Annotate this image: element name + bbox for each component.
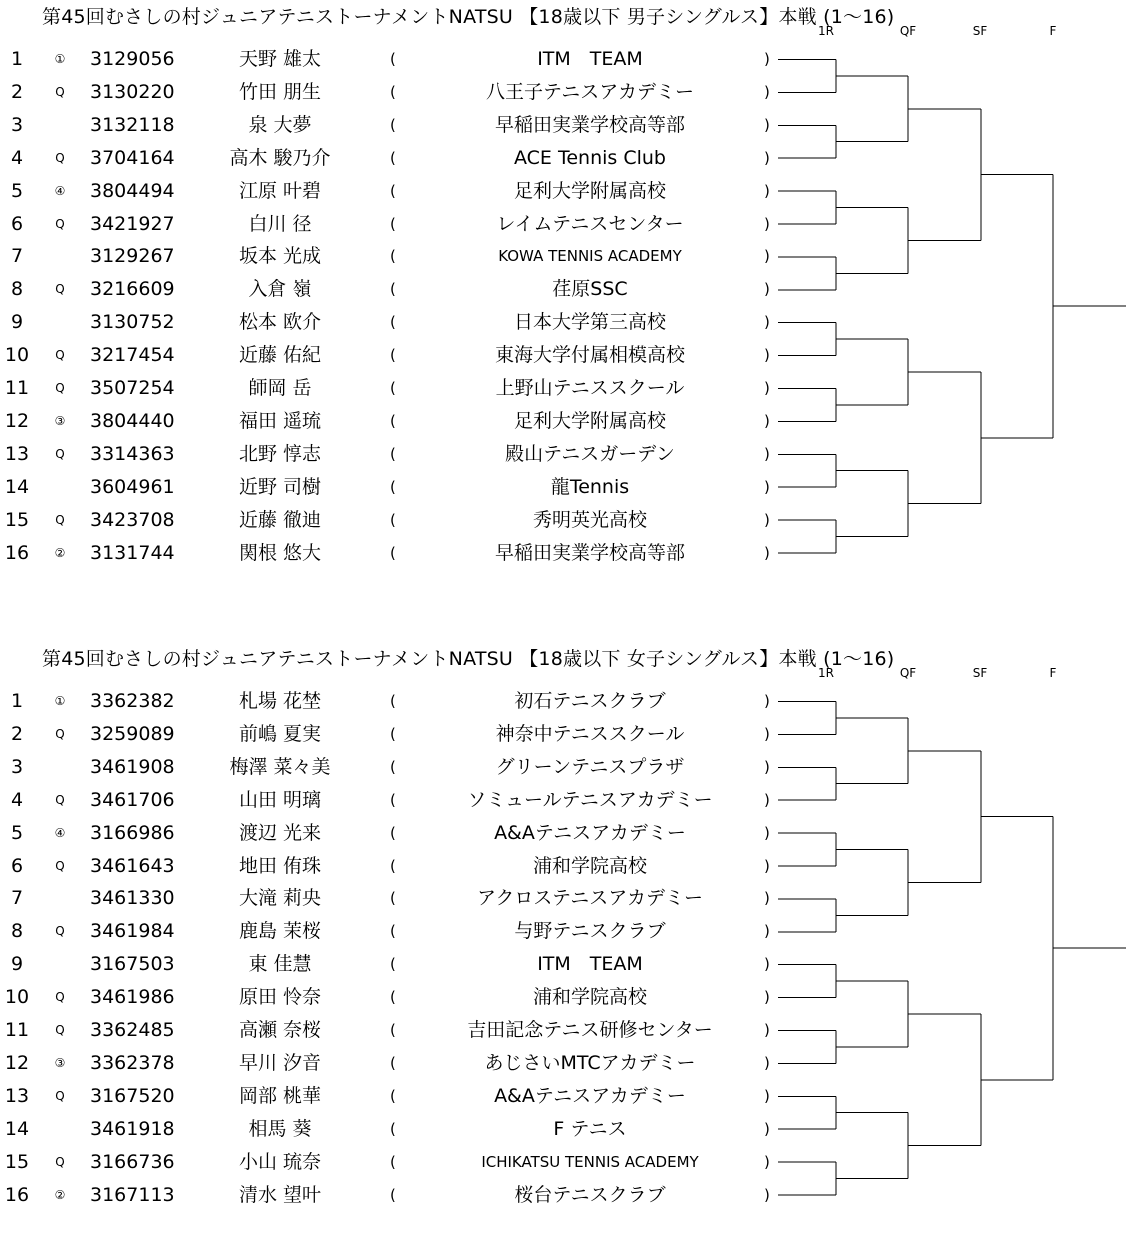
draw-number: 1 <box>10 48 24 70</box>
paren-open: ( <box>390 510 396 529</box>
player-id: 3314363 <box>90 442 175 465</box>
club-name: グリーンテニスプラザ <box>495 755 685 778</box>
seed-mark: Q <box>55 446 65 461</box>
paren-open: ( <box>390 1185 396 1204</box>
club-name: 初石テニスクラブ <box>514 690 666 712</box>
player-name: 北野 惇志 <box>238 442 322 465</box>
paren-close: ) <box>764 692 770 710</box>
paren-close: ) <box>764 313 770 332</box>
draw-number: 14 <box>4 475 30 498</box>
club-name: ソミュールテニスアカデミー <box>467 788 713 811</box>
player-id: 3216609 <box>90 278 175 301</box>
player-name: 入倉 嶺 <box>248 278 312 301</box>
paren-open: ( <box>390 181 396 200</box>
paren-close: ) <box>764 280 770 299</box>
club-name: A&Aテニスアカデミー <box>494 1084 686 1107</box>
paren-close: ) <box>764 510 770 529</box>
player-name: 岡部 桃華 <box>238 1084 322 1107</box>
player-id: 3461984 <box>90 920 175 943</box>
draw-number: 3 <box>10 113 24 136</box>
player-name: 近藤 徹迪 <box>238 508 322 531</box>
seed-mark: Q <box>55 150 65 165</box>
player-id: 3461986 <box>90 986 175 1009</box>
player-name: 高瀬 奈桜 <box>238 1019 322 1041</box>
seed-mark: Q <box>55 726 65 741</box>
seed-mark: ③ <box>54 1055 66 1070</box>
draw-number: 1 <box>10 690 24 712</box>
player-id: 3461330 <box>90 887 175 910</box>
draw-section-boys <box>0 2 1126 592</box>
club-name: 殿山テニスガーデン <box>505 442 675 465</box>
draw-number: 4 <box>10 788 24 811</box>
paren-close: ) <box>764 823 770 842</box>
player-id: 3461918 <box>90 1117 175 1140</box>
seed-mark: Q <box>55 282 65 297</box>
club-name: 龍Tennis <box>550 475 630 498</box>
player-id: 3423708 <box>90 508 175 531</box>
paren-close: ) <box>764 115 770 134</box>
paren-close: ) <box>764 543 770 562</box>
club-name: 上野山テニススクール <box>495 377 685 399</box>
paren-close: ) <box>764 181 770 200</box>
paren-open: ( <box>390 1086 396 1105</box>
round-label-f: F <box>1049 24 1057 38</box>
seed-mark: ④ <box>54 183 66 198</box>
player-name: 地田 侑珠 <box>238 854 322 877</box>
draw-number: 9 <box>10 311 24 334</box>
draw-number: 10 <box>4 986 30 1009</box>
club-name: A&Aテニスアカデミー <box>494 821 686 844</box>
round-label-sf: SF <box>972 24 988 38</box>
player-name: 東 佳慧 <box>248 953 312 976</box>
seed-mark: Q <box>55 84 65 99</box>
seed-mark: Q <box>55 1023 65 1037</box>
paren-open: ( <box>390 379 396 397</box>
paren-close: ) <box>764 1053 770 1072</box>
round-label-1r: 1R <box>818 666 834 680</box>
draw-number: 8 <box>10 920 24 943</box>
player-id: 3461706 <box>90 788 175 811</box>
player-name: 江原 叶碧 <box>238 179 322 202</box>
draw-number: 13 <box>4 442 30 465</box>
club-name: KOWA TENNIS ACADEMY <box>498 247 682 266</box>
player-id: 3130220 <box>90 80 175 103</box>
player-id: 3129267 <box>90 245 175 268</box>
paren-close: ) <box>764 790 770 809</box>
draw-number: 14 <box>4 1117 30 1140</box>
paren-close: ) <box>764 411 770 430</box>
player-name: 師岡 岳 <box>248 377 312 399</box>
player-name: 梅澤 菜々美 <box>229 755 331 778</box>
player-name: 札場 花埜 <box>238 690 322 712</box>
paren-open: ( <box>390 1119 396 1138</box>
paren-open: ( <box>390 856 396 875</box>
player-id: 3421927 <box>90 212 175 235</box>
club-name: 足利大学附属高校 <box>513 179 666 202</box>
player-name: 近野 司樹 <box>238 475 322 498</box>
club-name: 桜台テニスクラブ <box>514 1183 666 1206</box>
player-id: 3461643 <box>90 854 175 877</box>
draw-number: 6 <box>10 854 24 877</box>
player-name: 松本 欧介 <box>238 311 322 334</box>
draw-number: 16 <box>4 541 30 564</box>
paren-close: ) <box>764 82 770 101</box>
seed-mark: Q <box>55 858 65 873</box>
paren-open: ( <box>390 1152 396 1171</box>
draw-number: 7 <box>10 245 24 268</box>
draw-title: 第45回むさしの村ジュニアテニストーナメントNATSU 【18歳以下 女子シングルス】本戦 (1〜16) <box>42 648 895 670</box>
seed-mark: Q <box>55 990 65 1005</box>
paren-close: ) <box>764 214 770 233</box>
player-name: 相馬 葵 <box>248 1117 312 1140</box>
player-name: 前嶋 夏実 <box>238 722 322 745</box>
paren-close: ) <box>764 50 770 68</box>
club-name: 秀明英光高校 <box>532 508 647 531</box>
paren-open: ( <box>390 444 396 463</box>
paren-open: ( <box>390 214 396 233</box>
paren-close: ) <box>764 955 770 974</box>
club-name: 与野テニスクラブ <box>514 920 666 943</box>
paren-open: ( <box>390 50 396 68</box>
draw-number: 13 <box>4 1084 30 1107</box>
player-name: 渡辺 光来 <box>238 821 322 844</box>
club-name: 吉田記念テニス研修センター <box>467 1019 713 1041</box>
paren-open: ( <box>390 247 396 266</box>
player-name: 山田 明璃 <box>238 788 322 811</box>
player-id: 3167113 <box>90 1183 175 1206</box>
player-id: 3131744 <box>90 541 175 564</box>
paren-close: ) <box>764 379 770 397</box>
paren-close: ) <box>764 724 770 743</box>
draw-number: 2 <box>10 722 24 745</box>
club-name: 八王子テニスアカデミー <box>485 80 695 103</box>
draw-number: 5 <box>10 179 24 202</box>
paren-close: ) <box>764 1021 770 1039</box>
seed-mark: Q <box>55 1088 65 1103</box>
paren-close: ) <box>764 1185 770 1204</box>
player-name: 白川 径 <box>248 212 312 235</box>
seed-mark: ① <box>54 694 66 708</box>
paren-open: ( <box>390 724 396 743</box>
player-id: 3704164 <box>90 146 175 169</box>
player-name: 天野 雄太 <box>238 48 322 70</box>
player-name: 福田 遥琉 <box>238 409 322 432</box>
player-name: 竹田 朋生 <box>238 80 322 103</box>
club-name: 浦和学院高校 <box>532 854 647 877</box>
club-name: 足利大学附属高校 <box>513 409 666 432</box>
club-name: 荏原SSC <box>552 278 628 301</box>
paren-open: ( <box>390 148 396 167</box>
paren-close: ) <box>764 477 770 496</box>
player-id: 3362382 <box>90 690 175 712</box>
bracket-lines <box>0 2 1126 592</box>
paren-close: ) <box>764 922 770 941</box>
player-name: 泉 大夢 <box>248 113 312 136</box>
club-name: 東海大学付属相模高校 <box>494 344 685 367</box>
draw-number: 8 <box>10 278 24 301</box>
player-id: 3167503 <box>90 953 175 976</box>
player-id: 3362485 <box>90 1019 175 1041</box>
round-label-1r: 1R <box>818 24 834 38</box>
paren-open: ( <box>390 313 396 332</box>
paren-close: ) <box>764 247 770 266</box>
player-id: 3167520 <box>90 1084 175 1107</box>
draw-number: 7 <box>10 887 24 910</box>
draw-number: 15 <box>4 508 30 531</box>
paren-open: ( <box>390 477 396 496</box>
club-name: 早稲田実業学校高等部 <box>494 113 685 136</box>
seed-mark: ③ <box>54 413 66 428</box>
paren-open: ( <box>390 790 396 809</box>
player-id: 3217454 <box>90 344 175 367</box>
seed-mark: ② <box>54 1187 66 1202</box>
club-name: ITM TEAM <box>537 48 643 70</box>
paren-close: ) <box>764 148 770 167</box>
club-name: 早稲田実業学校高等部 <box>494 541 685 564</box>
round-label-qf: QF <box>899 24 917 38</box>
draw-number: 10 <box>4 344 30 367</box>
player-name: 近藤 佑紀 <box>238 344 322 367</box>
player-id: 3362378 <box>90 1051 175 1074</box>
player-id: 3604961 <box>90 475 175 498</box>
player-id: 3804440 <box>90 409 175 432</box>
paren-open: ( <box>390 1021 396 1039</box>
draw-number: 6 <box>10 212 24 235</box>
paren-open: ( <box>390 82 396 101</box>
paren-close: ) <box>764 856 770 875</box>
seed-mark: Q <box>55 348 65 363</box>
draw-number: 9 <box>10 953 24 976</box>
club-name: F テニス <box>553 1117 627 1140</box>
draw-number: 12 <box>4 409 30 432</box>
paren-open: ( <box>390 411 396 430</box>
player-id: 3804494 <box>90 179 175 202</box>
player-id: 3461908 <box>90 755 175 778</box>
club-name: レイムテニスセンター <box>496 212 684 235</box>
seed-mark: Q <box>55 1154 65 1169</box>
paren-open: ( <box>390 757 396 776</box>
round-label-qf: QF <box>899 666 917 680</box>
paren-open: ( <box>390 280 396 299</box>
draw-number: 11 <box>4 1019 30 1041</box>
bracket-lines <box>0 644 1126 1234</box>
paren-close: ) <box>764 346 770 365</box>
player-id: 3130752 <box>90 311 175 334</box>
paren-open: ( <box>390 346 396 365</box>
draw-number: 11 <box>4 377 30 399</box>
player-id: 3132118 <box>90 113 175 136</box>
paren-close: ) <box>764 1152 770 1171</box>
round-label-f: F <box>1049 666 1057 680</box>
seed-mark: Q <box>55 512 65 527</box>
club-name: アクロステニスアカデミー <box>476 887 704 910</box>
player-id: 3129056 <box>90 48 175 70</box>
paren-open: ( <box>390 692 396 710</box>
paren-close: ) <box>764 1119 770 1138</box>
draw-number: 16 <box>4 1183 30 1206</box>
paren-close: ) <box>764 988 770 1007</box>
draw-number: 15 <box>4 1150 30 1173</box>
round-label-sf: SF <box>972 666 988 680</box>
paren-close: ) <box>764 1086 770 1105</box>
club-name: 神奈中テニススクール <box>495 722 685 745</box>
player-id: 3166986 <box>90 821 175 844</box>
paren-open: ( <box>390 922 396 941</box>
player-id: 3259089 <box>90 722 175 745</box>
club-name: ITM TEAM <box>537 953 643 976</box>
club-name: ACE Tennis Club <box>514 146 666 169</box>
player-id: 3166736 <box>90 1150 175 1173</box>
paren-open: ( <box>390 1053 396 1072</box>
paren-close: ) <box>764 889 770 908</box>
club-name: 日本大学第三高校 <box>513 311 666 334</box>
player-name: 坂本 光成 <box>238 245 322 268</box>
draw-section-girls <box>0 644 1126 1234</box>
player-id: 3507254 <box>90 377 175 399</box>
draw-number: 5 <box>10 821 24 844</box>
paren-open: ( <box>390 955 396 974</box>
seed-mark: Q <box>55 381 65 395</box>
seed-mark: ② <box>54 545 66 560</box>
player-name: 原田 怜奈 <box>238 986 322 1009</box>
draw-title: 第45回むさしの村ジュニアテニストーナメントNATSU 【18歳以下 男子シングルス】本戦 (1〜16) <box>42 6 895 28</box>
seed-mark: ④ <box>54 825 66 840</box>
player-name: 早川 汐音 <box>238 1051 322 1074</box>
player-name: 関根 悠大 <box>238 541 322 564</box>
draw-number: 2 <box>10 80 24 103</box>
player-name: 大滝 莉央 <box>238 887 322 910</box>
seed-mark: Q <box>55 216 65 231</box>
player-name: 高木 駿乃介 <box>229 146 331 169</box>
club-name: 浦和学院高校 <box>532 986 647 1009</box>
paren-close: ) <box>764 757 770 776</box>
player-name: 清水 望叶 <box>238 1183 322 1206</box>
player-name: 小山 琉奈 <box>238 1150 322 1173</box>
draw-number: 3 <box>10 755 24 778</box>
paren-close: ) <box>764 444 770 463</box>
paren-open: ( <box>390 889 396 908</box>
paren-open: ( <box>390 823 396 842</box>
seed-mark: Q <box>55 924 65 939</box>
paren-open: ( <box>390 115 396 134</box>
player-name: 鹿島 茉桜 <box>238 920 322 943</box>
seed-mark: Q <box>55 792 65 807</box>
draw-number: 12 <box>4 1051 30 1074</box>
club-name: ICHIKATSU TENNIS ACADEMY <box>481 1152 699 1171</box>
paren-open: ( <box>390 543 396 562</box>
draw-number: 4 <box>10 146 24 169</box>
paren-open: ( <box>390 988 396 1007</box>
club-name: あじさいMTCアカデミー <box>484 1051 696 1074</box>
seed-mark: ① <box>54 52 66 66</box>
